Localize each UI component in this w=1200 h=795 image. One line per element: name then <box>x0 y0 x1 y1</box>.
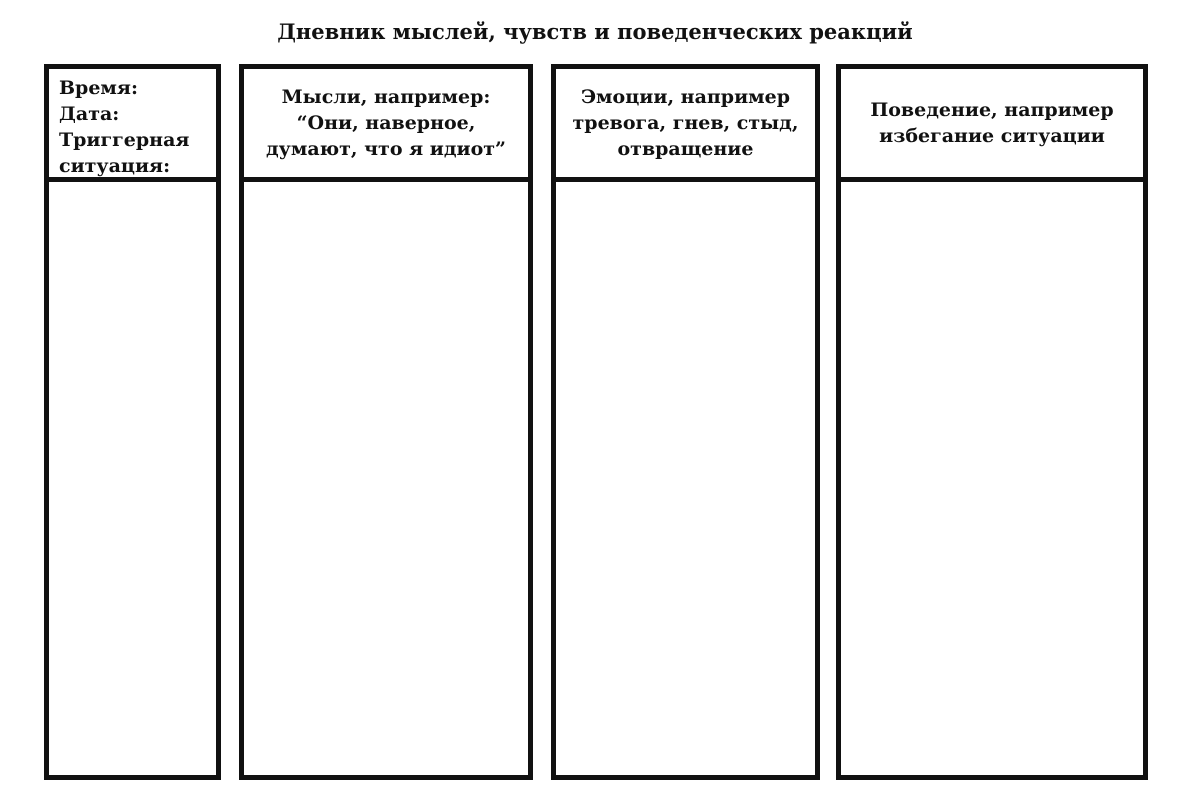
header-line: Мысли, например: <box>281 86 491 108</box>
column-emotions <box>551 64 820 780</box>
header-line-trigger: Триггерная <box>59 129 190 151</box>
header-line: отвращение <box>617 138 754 160</box>
column-behavior <box>836 64 1148 780</box>
column-header-emotions <box>556 69 815 182</box>
column-entry-area-situation[interactable] <box>49 182 216 775</box>
column-entry-area-thoughts[interactable] <box>244 182 528 775</box>
header-line-situation: ситуация: <box>59 155 171 177</box>
column-situation <box>44 64 221 780</box>
column-thoughts <box>239 64 533 780</box>
header-line-time: Время: <box>59 77 138 99</box>
header-line: тревога, гнев, стыд, <box>572 112 799 134</box>
column-header-behavior <box>841 69 1143 182</box>
column-header-situation <box>49 69 216 182</box>
header-line: Эмоции, например <box>580 86 791 108</box>
header-line: избегание ситуации <box>879 125 1105 147</box>
page-title: Дневник мыслей, чувств и поведенческих реакций <box>277 19 913 44</box>
header-line-date: Дата: <box>59 103 120 125</box>
header-line: Поведение, например <box>870 99 1114 121</box>
column-entry-area-emotions[interactable] <box>556 182 815 775</box>
header-line: думают, что я идиот” <box>266 138 506 160</box>
column-header-thoughts <box>244 69 528 182</box>
column-entry-area-behavior[interactable] <box>841 182 1143 775</box>
header-line: “Они, наверное, <box>296 112 476 134</box>
